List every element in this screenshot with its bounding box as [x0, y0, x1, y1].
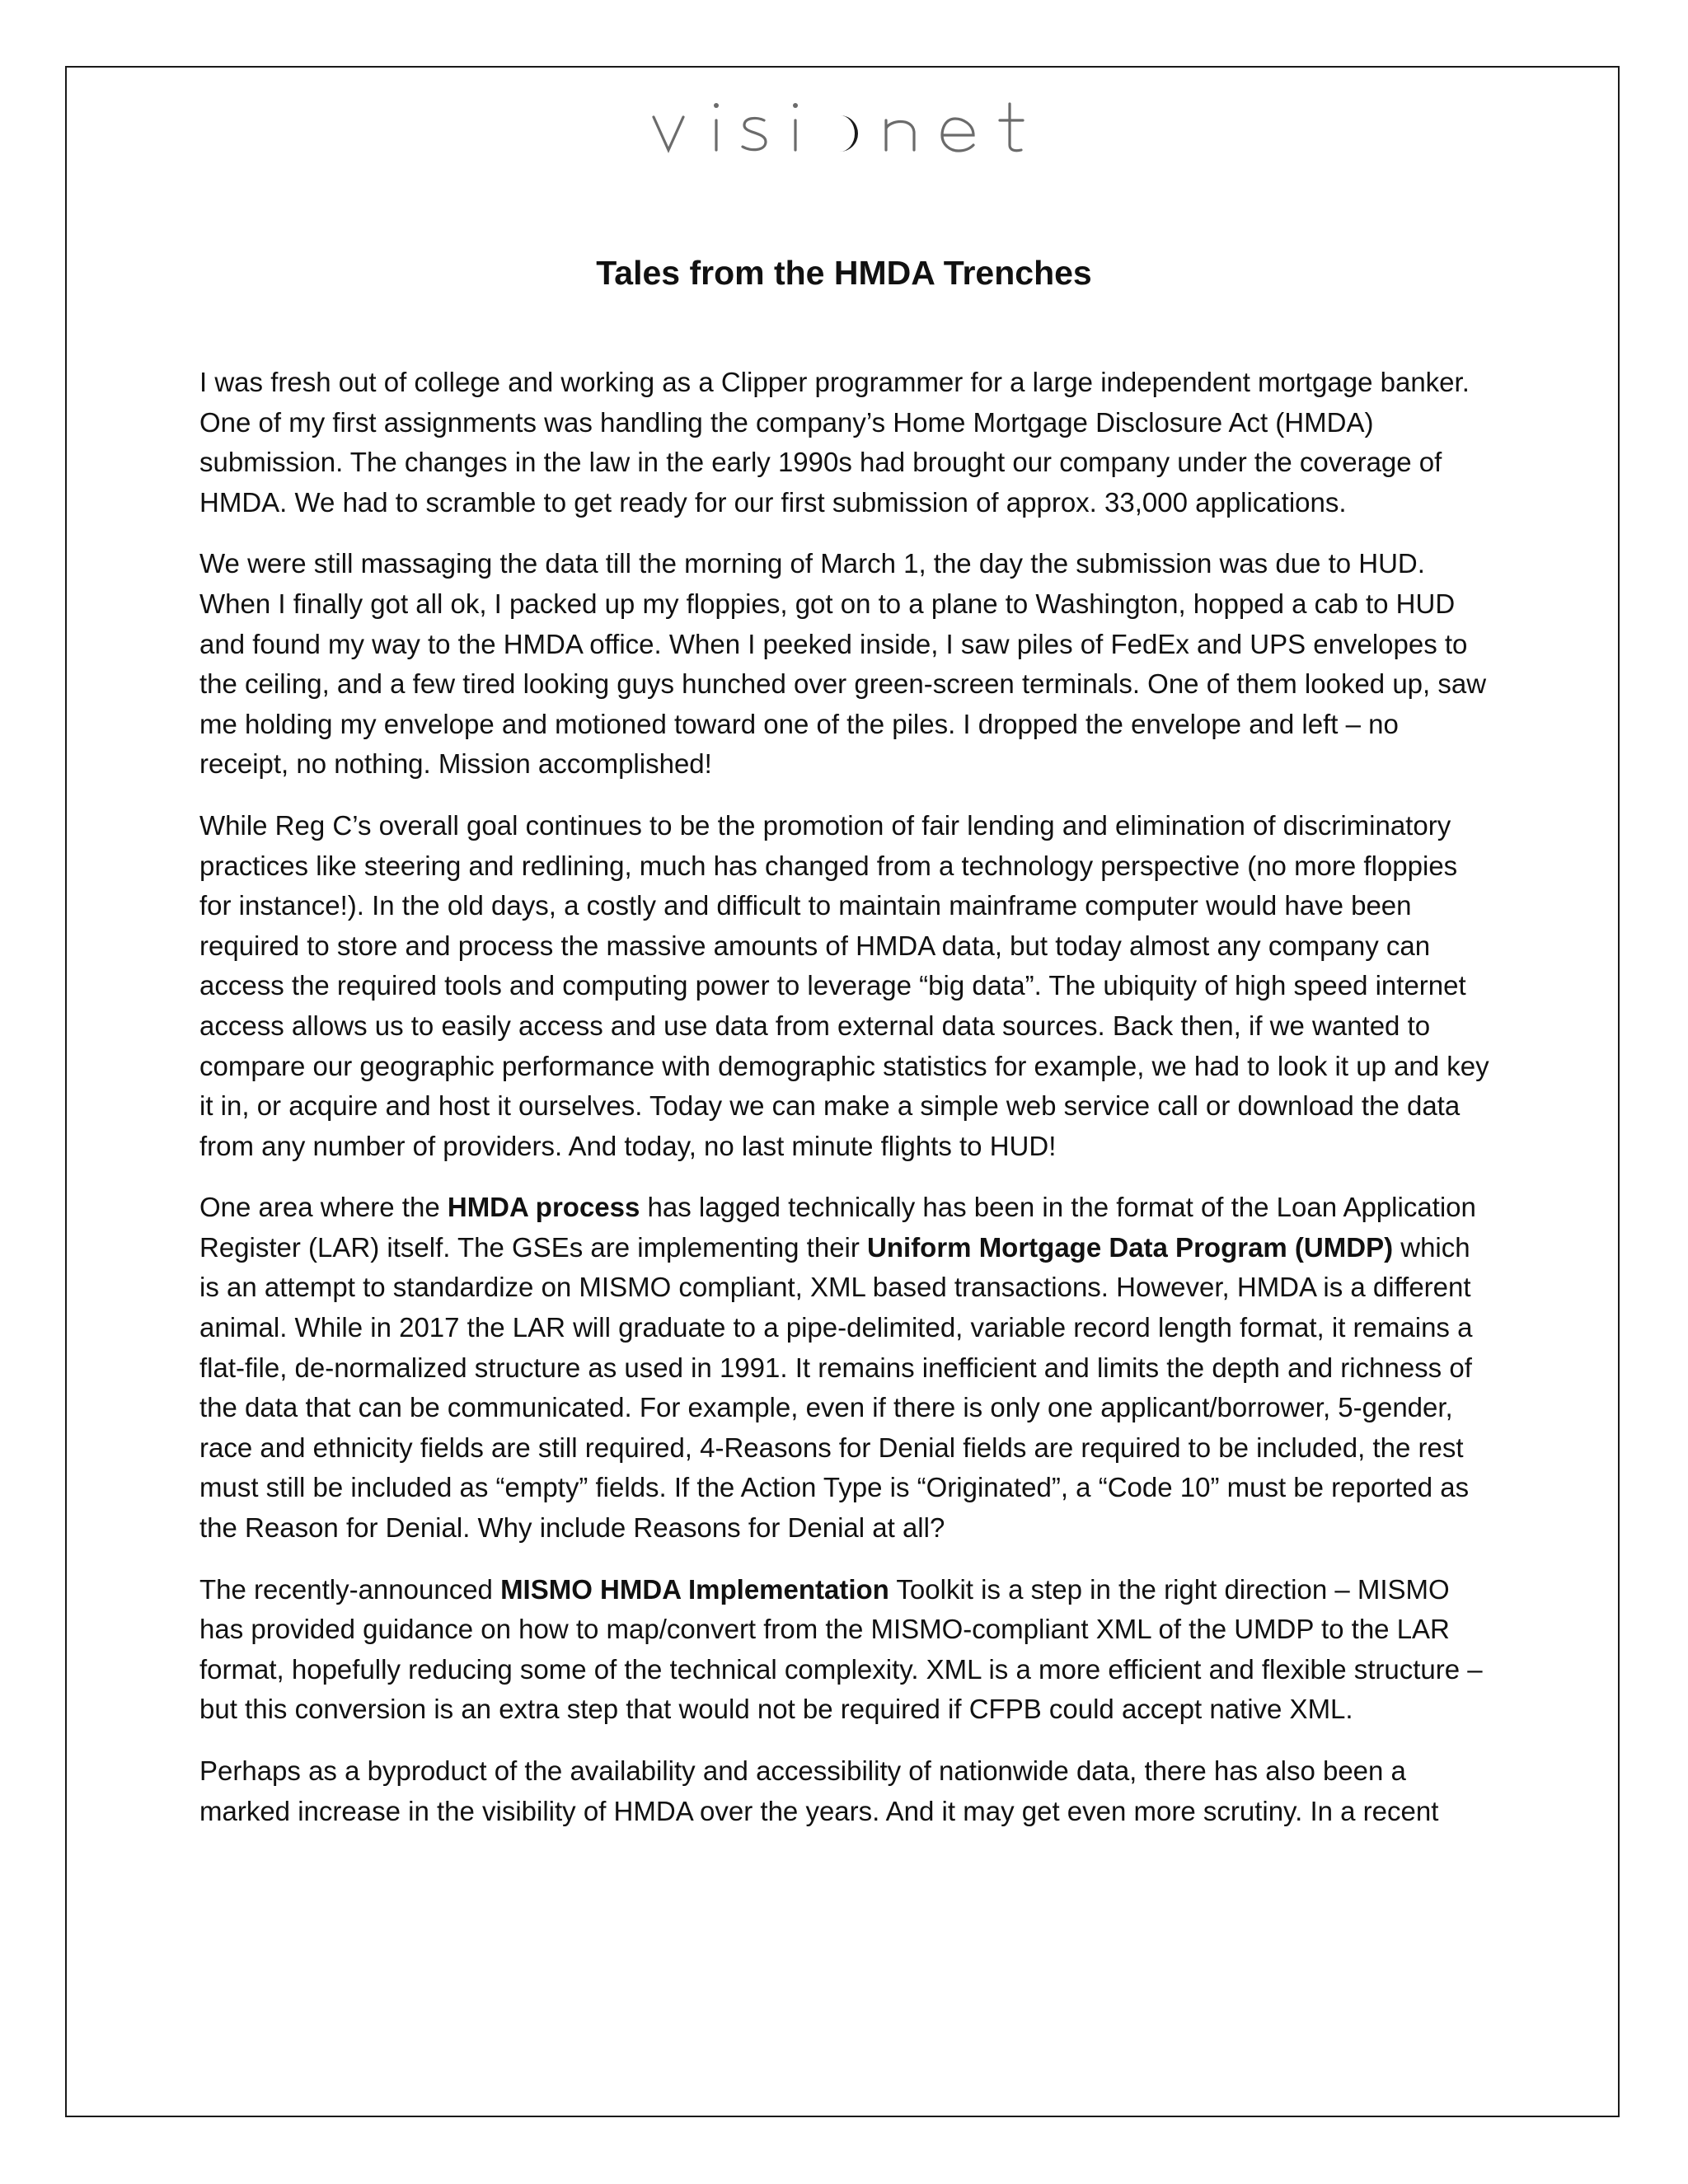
paragraph	[199, 806, 1492, 1166]
text-run: which is an attempt to standardize on MISMO compliant, XML based transactions. However, HMDA is a different animal. While in 2017 the LAR will graduate to a pipe-delimited, variable record length format, it remains a flat-file, de-normalized structure as used in 1991. It remains inefficient and limits the depth and richness of the data that can be communicated. For example, even if there is only one applicant/borrower, 5-gender, race and ethnicity fields are still required, 4-Reasons for Denial fields are required to be included, the rest must still be included as “empty” fields. If the Action Type is “Originated”, a “Code 10” must be reported as the Reason for Denial. Why include Reasons for Denial at all?	[199, 1231, 1473, 1544]
visionet-logo-mark	[650, 99, 1038, 157]
bold-text-run: Uniform Mortgage Data Program (UMDP)	[867, 1231, 1394, 1263]
text-run: Toolkit is a step in the right direction – MISMO has provided guidance on how to map/convert from the MISMO-compliant XML of the UMDP to the LAR format, hopefully reducing some of the technical complexity. XML is a more efficient and flexible structure – but this conversion is an extra step that would not be required if CFPB could accept native XML.	[199, 1573, 1483, 1725]
paragraph	[199, 1188, 1492, 1548]
text-run: has lagged technically has been in the format of the Loan Application Register (LAR) itself. The GSEs are implementing their	[199, 1192, 1476, 1263]
paragraph	[199, 363, 1492, 523]
article-body	[199, 363, 1492, 1853]
text-run: One area where the	[199, 1192, 448, 1223]
document-title: Tales from the HMDA Trenches	[596, 254, 1092, 292]
text-run: Perhaps as a byproduct of the availability and accessibility of nationwide data, there has also been a marked increase in the visibility of HMDA over the years. And it may get even more scrutiny. In a recent	[199, 1755, 1439, 1826]
visionet-logo	[0, 95, 1688, 161]
text-run: I was fresh out of college and working as a Clipper programmer for a large independent mortgage banker. One of my first assignments was handling the company’s Home Mortgage Disclosure Act (HMDA) submission. The changes in the law in the early 1990s had brought our company under the coverage of HMDA. We had to scramble to get ready for our first submission of approx. 33,000 applications.	[199, 367, 1470, 518]
bold-text-run: HMDA process	[447, 1192, 640, 1223]
bold-text-run: MISMO HMDA Implementation	[500, 1573, 889, 1605]
text-run: The recently-announced	[199, 1573, 501, 1605]
paragraph	[199, 544, 1492, 785]
paragraph	[199, 1570, 1492, 1730]
text-run: While Reg C’s overall goal continues to be the promotion of fair lending and elimination of discriminatory practices like steering and redlining, much has changed from a technology perspective (no more floppies for instance!). In the old days, a costly and difficult to maintain mainframe computer would have been required to store and process the massive amounts of HMDA data, but today almost any company can access the required tools and computing power to leverage “big data”. The ubiquity of high speed internet access allows us to easily access and use data from external data sources. Back then, if we wanted to compare our geographic performance with demographic statistics for example, we had to look it up and key it in, or acquire and host it ourselves. Today we can make a simple web service call or download the data from any number of providers. And today, no last minute flights to HUD!	[199, 809, 1489, 1161]
paragraph	[199, 1751, 1492, 1831]
text-run: We were still massaging the data till the morning of March 1, the day the submission was due to HUD. When I finally got all ok, I packed up my floppies, got on to a plane to Washington, hopped a cab to HUD and found my way to the HMDA office. When I peeked inside, I saw piles of FedEx and UPS envelopes to the ceiling, and a few tired looking guys hunched over green-screen terminals. One of them looked up, saw me holding my envelope and motioned toward one of the piles. I dropped the envelope and left – no receipt, no nothing. Mission accomplished!	[199, 548, 1487, 780]
